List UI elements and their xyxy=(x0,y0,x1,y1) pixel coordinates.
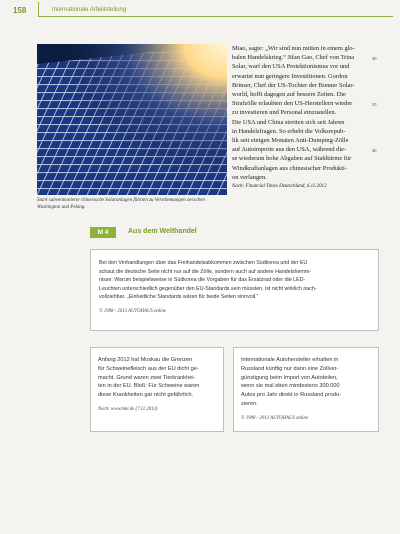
solar-panel-photo xyxy=(37,44,227,195)
box-source: © 1998 - 2013 AUTOHAUS online xyxy=(99,308,167,314)
photo-caption: Stark subventionierte chinesische Solaranlagen führten zu Verstimmungen zwischen Washington und Peking. xyxy=(37,198,205,210)
box-text: Anfang 2012 hat Moskau die Grenzen für Schweinefleisch aus der EU dicht ge- macht. Grund waren zwei Tierkrankhei- ten in der EU. Bloß: Für Schweine waren diese Krankheiten gar nicht gefährlich. xyxy=(98,357,200,399)
solar-panel-illustration xyxy=(37,44,227,195)
material-badge: M 4 xyxy=(90,227,116,238)
box-text: Bei den Verhandlungen über das Freihandelsabkommen zwischen Südkorea und der EU schaut die deutsche Seite nicht nur auf die Zölle, sondern auch auf andere Handelshemm- nisse: Warum beispielsweise in Südkorea die Vorgaben für das Ersatzrad oder die LED- Leuchten unterschiedlich gegenüber den EU-Standards sein müssten, ist nicht wirklich nach- vollziehbar. „Einheitliche Standards wären für beide Seiten sinnvoll.“ xyxy=(99,260,317,301)
text-box-moskau xyxy=(90,347,224,432)
text-box-russland xyxy=(233,347,379,432)
section-title: Aus dem Welthandel xyxy=(128,228,197,235)
header-divider xyxy=(38,2,39,16)
text-box-korea xyxy=(90,249,379,331)
running-title: Internationale Arbeitsteilung xyxy=(52,7,127,13)
header-rule xyxy=(38,16,393,17)
article-paragraph-1: Miao, sagte: „Wir sind nun mitten in einem glo- balen Handelskrieg.“ Jifan Gao, Chef von Trina Solar, warf den USA Protektionismus vor und erwartet nun geringere Investitionen. Gordon Brinser, Chef der US-Tochter der Bonner Solar- world, hofft dagegen auf bessere Zeiten. Die Strafzölle erlaubten den US-Herstellern wieder zu investieren und Personal einzustellen. xyxy=(232,45,355,117)
box-source: Nach: www.bmi.de (7.11.2013) xyxy=(98,406,158,412)
line-number: 40 xyxy=(372,148,377,153)
article-column xyxy=(232,44,370,191)
line-number: 30 xyxy=(372,56,377,61)
line-number: 35 xyxy=(372,102,377,107)
page-number: 158 xyxy=(13,6,27,15)
box-source: © 1998 - 2013 AUTOHAUS online xyxy=(241,415,309,421)
box-text: Internationale Autohersteller erhalten in Russland künftig nur dann eine Zollver- günstigung beim Import von Autoteilen, wenn sie mal eben mindestens 300.000 Autos pro Jahr direkt in Russland produ- zieren. xyxy=(241,357,342,407)
article-paragraph-2: Die USA und China streiten sich seit Jahren in Handelsfragen. So erhebt die Volksrepub- lik seit einigen Monaten Anti-Dumping-Zölle auf Autoimporte aus den USA, während die- se wiederum hohe Abgaben auf Stahltürme für Windkraftanlagen aus chinesischer Produkti- on verlangen. xyxy=(232,118,352,181)
page-header xyxy=(0,0,400,22)
article-source: Nach: Financial Times Deutschland, 6.11.2012 xyxy=(232,184,327,190)
